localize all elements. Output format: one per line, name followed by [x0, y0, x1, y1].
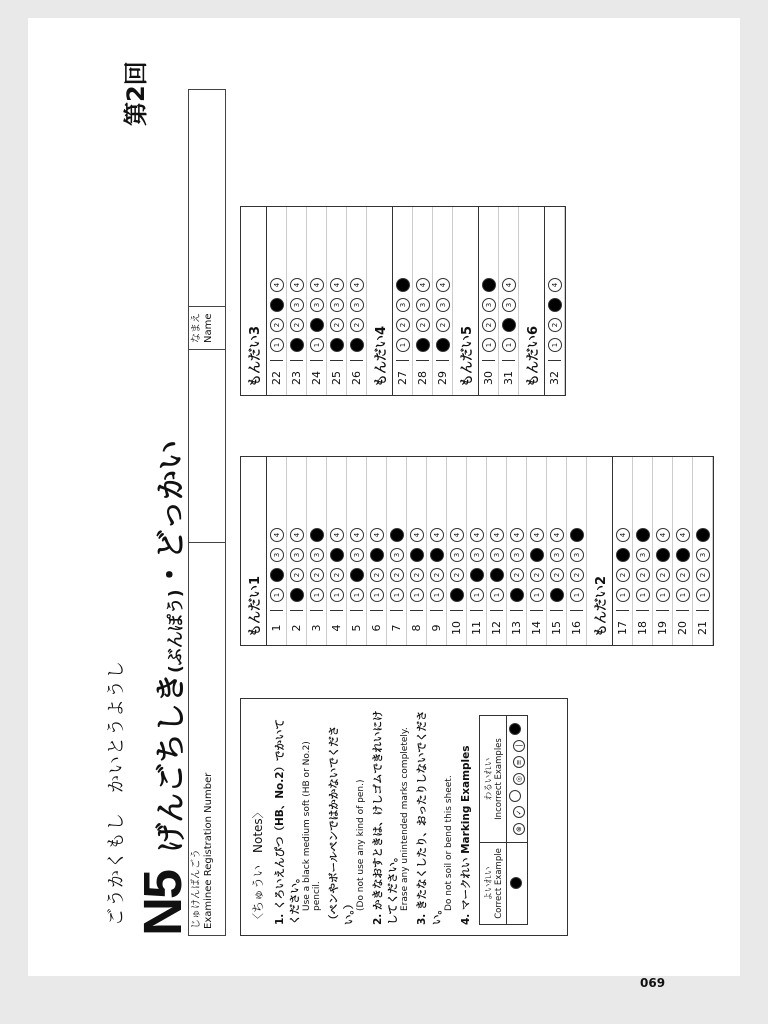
sheet-subtitle: ごうかくもし かいとうようし [106, 660, 127, 926]
answer-bubble-4[interactable]: 4 [490, 528, 504, 542]
answer-bubble-2[interactable]: 2 [290, 318, 304, 332]
question-number: 24 [310, 360, 323, 395]
question-number: 19 [656, 610, 669, 645]
answer-bubble-4[interactable]: 4 [470, 528, 484, 542]
question-number: 29 [436, 360, 449, 395]
answer-options [616, 528, 630, 610]
empty-bubble-icon [509, 790, 521, 802]
answer-bubble-4[interactable]: 4 [502, 278, 516, 292]
answer-bubble-1[interactable]: 1 [510, 588, 524, 602]
answer-options [502, 278, 516, 360]
question-number: 13 [510, 610, 523, 645]
answer-row [547, 457, 567, 645]
answer-bubble-3[interactable]: 3 [350, 298, 364, 312]
answer-options [548, 278, 562, 360]
answer-row [487, 457, 507, 645]
answer-bubble-2[interactable]: 2 [570, 568, 584, 582]
answer-bubble-2[interactable]: 2 [416, 318, 430, 332]
answer-bubble-1[interactable]: 1 [390, 588, 404, 602]
correct-example-header [480, 842, 507, 924]
answer-options [330, 278, 344, 360]
answer-bubble-2[interactable]: 2 [310, 568, 324, 582]
answer-row [427, 457, 447, 645]
answer-bubble-4[interactable]: 4 [636, 528, 650, 542]
answer-bubble-2[interactable]: 2 [530, 568, 544, 582]
answer-bubble-1[interactable]: 1 [396, 338, 410, 352]
scribble-bubble-icon: ≡ [513, 756, 525, 768]
answer-bubble-3[interactable]: 3 [430, 548, 444, 562]
answer-options [350, 278, 364, 360]
correct-label-en: Correct Example [494, 848, 504, 919]
note-en: Erase any unintended marks completely. [400, 727, 410, 911]
note-jp: 2. かきなおすときは、けしゴムできれいにけしてください。 [372, 710, 399, 925]
title-paren: (ぶんぽう) [166, 589, 186, 673]
answer-bubble-2[interactable]: 2 [370, 568, 384, 582]
answer-bubble-3[interactable]: 3 [396, 298, 410, 312]
answer-bubble-1[interactable]: 1 [370, 588, 384, 602]
note-jp: 4. マークれい Marking Examples [460, 745, 472, 925]
answer-bubble-1[interactable]: 1 [290, 588, 304, 602]
registration-label-en: Examinee Registration Number [203, 772, 214, 929]
note-jp: 1. くろいえんぴつ（HB、No.2）でかいてください。 [274, 718, 301, 925]
answer-bubble-3[interactable]: 3 [530, 548, 544, 562]
answer-row [347, 457, 367, 645]
answer-column [240, 206, 566, 396]
answer-options [696, 528, 710, 610]
question-number: 25 [330, 360, 343, 395]
question-number: 2 [290, 610, 303, 645]
answer-bubble-1[interactable]: 1 [550, 588, 564, 602]
answer-bubble-1[interactable]: 1 [430, 588, 444, 602]
question-number: 10 [450, 610, 463, 645]
answer-bubble-1[interactable]: 1 [436, 338, 450, 352]
answer-bubble-4[interactable]: 4 [350, 278, 364, 292]
answer-options [490, 528, 504, 610]
answer-bubble-3[interactable]: 3 [450, 548, 464, 562]
question-number: 30 [482, 360, 495, 395]
answer-options [330, 528, 344, 610]
answer-bubble-2[interactable]: 2 [656, 568, 670, 582]
answer-row [673, 457, 693, 645]
answer-bubble-3[interactable]: 3 [570, 548, 584, 562]
question-number: 32 [548, 360, 561, 395]
question-number: 1 [270, 610, 283, 645]
answer-row [327, 207, 347, 395]
answer-row [613, 457, 633, 645]
answer-bubble-3[interactable]: 3 [310, 548, 324, 562]
answer-row [447, 457, 467, 645]
answer-bubble-4[interactable]: 4 [370, 528, 384, 542]
answer-bubble-3[interactable]: 3 [410, 548, 424, 562]
note-item [370, 709, 410, 925]
answer-bubble-4[interactable]: 4 [410, 528, 424, 542]
answer-row [479, 207, 499, 395]
correct-label-jp: よいれい [484, 866, 494, 901]
section-title: もんだい6 [519, 207, 545, 395]
answer-bubble-2[interactable]: 2 [330, 568, 344, 582]
answer-bubble-4[interactable]: 4 [310, 528, 324, 542]
answer-row [367, 457, 387, 645]
question-number: 9 [430, 610, 443, 645]
answer-options [310, 278, 324, 360]
answer-bubble-1[interactable]: 1 [470, 588, 484, 602]
answer-bubble-2[interactable]: 2 [510, 568, 524, 582]
answer-row [507, 457, 527, 645]
answer-bubble-3[interactable]: 3 [330, 548, 344, 562]
name-label-cell [189, 306, 225, 349]
answer-row [693, 457, 713, 645]
answer-row [307, 457, 327, 645]
question-number: 3 [310, 610, 323, 645]
answer-bubble-4[interactable]: 4 [676, 528, 690, 542]
answer-bubble-4[interactable]: 4 [290, 528, 304, 542]
answer-bubble-1[interactable]: 1 [482, 338, 496, 352]
answer-row [347, 207, 367, 395]
answer-options [370, 528, 384, 610]
answer-bubble-3[interactable]: 3 [656, 548, 670, 562]
answer-bubble-4[interactable]: 4 [270, 278, 284, 292]
answer-row [433, 207, 453, 395]
answer-row [467, 457, 487, 645]
question-number: 31 [502, 360, 515, 395]
answer-bubble-3[interactable]: 3 [548, 298, 562, 312]
answer-bubble-4[interactable]: 4 [570, 528, 584, 542]
question-number: 22 [270, 360, 283, 395]
question-number: 20 [676, 610, 689, 645]
answer-bubble-2[interactable]: 2 [396, 318, 410, 332]
note-jp: （ペンやボールペンではかかないでください。） [328, 725, 355, 925]
answer-bubble-2[interactable]: 2 [270, 568, 284, 582]
level-label: N5 [133, 870, 193, 936]
answer-bubble-1[interactable]: 1 [490, 588, 504, 602]
answer-row [567, 457, 587, 645]
answer-bubble-3[interactable]: 3 [510, 548, 524, 562]
answer-bubble-3[interactable]: 3 [290, 548, 304, 562]
answer-bubble-2[interactable]: 2 [270, 318, 284, 332]
answer-options [676, 528, 690, 610]
answer-row [327, 457, 347, 645]
answer-bubble-2[interactable]: 2 [696, 568, 710, 582]
correct-example-marks [507, 842, 528, 924]
question-number: 7 [390, 610, 403, 645]
answer-bubble-1[interactable]: 1 [330, 588, 344, 602]
partial-filled-bubble-icon [509, 723, 521, 735]
answer-row [393, 207, 413, 395]
question-number: 17 [616, 610, 629, 645]
notes-box [240, 698, 568, 936]
registration-number-field[interactable] [189, 542, 225, 935]
answer-options [396, 278, 410, 360]
answer-bubble-4[interactable]: 4 [656, 528, 670, 542]
answer-bubble-2[interactable]: 2 [548, 318, 562, 332]
question-number: 18 [636, 610, 649, 645]
examinee-info-box [188, 89, 226, 936]
answer-bubble-2[interactable]: 2 [430, 568, 444, 582]
answer-bubble-3[interactable]: 3 [696, 548, 710, 562]
answer-bubble-4[interactable]: 4 [396, 278, 410, 292]
title-tail: ・どっかい [154, 440, 189, 590]
answer-options [470, 528, 484, 610]
answer-bubble-4[interactable]: 4 [430, 528, 444, 542]
answer-bubble-1[interactable]: 1 [502, 338, 516, 352]
answer-bubble-2[interactable]: 2 [676, 568, 690, 582]
crossed-bubble-icon: ⊗ [513, 823, 525, 835]
answer-bubble-2[interactable]: 2 [350, 318, 364, 332]
answer-options [450, 528, 464, 610]
answer-row [527, 457, 547, 645]
note-jp: 3. きたなくしたり、おったりしないでください。 [416, 710, 443, 925]
answer-options [350, 528, 364, 610]
answer-bubble-4[interactable]: 4 [350, 528, 364, 542]
incorrect-label-jp: わるいれい [484, 757, 494, 801]
answer-row [267, 457, 287, 645]
question-number: 15 [550, 610, 563, 645]
answer-column [240, 456, 714, 646]
title-main: げんごちしき [154, 672, 189, 853]
answer-row [413, 207, 433, 395]
registration-number-extra[interactable] [189, 349, 225, 542]
answer-bubble-2[interactable]: 2 [436, 318, 450, 332]
answer-options [270, 528, 284, 610]
answer-bubble-3[interactable]: 3 [370, 548, 384, 562]
answer-row [307, 207, 327, 395]
section-title: もんだい5 [453, 207, 479, 395]
answer-bubble-4[interactable]: 4 [270, 528, 284, 542]
answer-row [545, 207, 565, 395]
answer-bubble-2[interactable]: 2 [502, 318, 516, 332]
answer-bubble-1[interactable]: 1 [548, 338, 562, 352]
answer-bubble-4[interactable]: 4 [696, 528, 710, 542]
answer-bubble-3[interactable]: 3 [330, 298, 344, 312]
answer-row [287, 457, 307, 645]
answer-bubble-1[interactable]: 1 [450, 588, 464, 602]
answer-row [287, 207, 307, 395]
question-number: 21 [696, 610, 709, 645]
answer-bubble-4[interactable]: 4 [530, 528, 544, 542]
answer-bubble-3[interactable]: 3 [550, 548, 564, 562]
answer-bubble-2[interactable]: 2 [330, 318, 344, 332]
incorrect-label-en: Incorrect Examples [494, 738, 504, 820]
answer-bubble-3[interactable]: 3 [490, 548, 504, 562]
answer-bubble-4[interactable]: 4 [310, 278, 324, 292]
name-label-en: Name [203, 313, 214, 343]
answer-options [510, 528, 524, 610]
answer-bubble-4[interactable]: 4 [330, 278, 344, 292]
answer-row [407, 457, 427, 645]
answer-options [436, 278, 450, 360]
session-label: 第2回 [122, 61, 150, 126]
answer-bubble-4[interactable]: 4 [548, 278, 562, 292]
answer-bubble-1[interactable]: 1 [350, 588, 364, 602]
answer-options [430, 528, 444, 610]
check-bubble-icon: ✓ [513, 806, 525, 818]
section-title: もんだい1 [241, 457, 267, 645]
answer-row [267, 207, 287, 395]
filled-bubble-icon [510, 877, 522, 889]
answer-bubble-2[interactable]: 2 [470, 568, 484, 582]
answer-bubble-1[interactable]: 1 [310, 338, 324, 352]
incorrect-example-header [480, 716, 507, 843]
answer-bubble-2[interactable]: 2 [490, 568, 504, 582]
answer-bubble-4[interactable]: 4 [436, 278, 450, 292]
marking-examples-table [479, 715, 528, 925]
answer-bubble-3[interactable]: 3 [636, 548, 650, 562]
page-number: 069 [640, 976, 666, 990]
answer-bubble-2[interactable]: 2 [310, 318, 324, 332]
answer-options [410, 528, 424, 610]
answer-options [270, 278, 284, 360]
answer-sheet [28, 18, 740, 976]
section-title: もんだい4 [367, 207, 393, 395]
registration-label-jp: じゅけんばんごう [191, 849, 202, 929]
answer-bubble-2[interactable]: 2 [350, 568, 364, 582]
answer-bubble-3[interactable]: 3 [350, 548, 364, 562]
question-number: 4 [330, 610, 343, 645]
note-item [458, 709, 473, 925]
answer-options [290, 528, 304, 610]
answer-bubble-4[interactable]: 4 [290, 278, 304, 292]
question-number: 23 [290, 360, 303, 395]
answer-row [499, 207, 519, 395]
answer-row [653, 457, 673, 645]
answer-bubble-1[interactable]: 1 [616, 588, 630, 602]
double-circle-bubble-icon: ◎ [513, 773, 525, 785]
answer-bubble-3[interactable]: 3 [616, 548, 630, 562]
answer-bubble-1[interactable]: 1 [416, 338, 430, 352]
question-number: 28 [416, 360, 429, 395]
line-bubble-icon: | [513, 740, 525, 752]
answer-bubble-3[interactable]: 3 [436, 298, 450, 312]
notes-heading: 〈ちゅうい Notes〉 [251, 806, 265, 925]
section-title: もんだい3 [241, 207, 267, 395]
note-item [414, 709, 454, 925]
note-en: (Do not use any kind of pen.) [356, 779, 366, 911]
answer-options [290, 278, 304, 360]
answer-bubble-4[interactable]: 4 [482, 278, 496, 292]
answer-options [570, 528, 584, 610]
answer-bubble-3[interactable]: 3 [310, 298, 324, 312]
answer-bubble-3[interactable]: 3 [290, 298, 304, 312]
answer-options [636, 528, 650, 610]
answer-bubble-3[interactable]: 3 [482, 298, 496, 312]
answer-bubble-4[interactable]: 4 [450, 528, 464, 542]
answer-bubble-1[interactable]: 1 [570, 588, 584, 602]
answer-bubble-3[interactable]: 3 [416, 298, 430, 312]
answer-bubble-1[interactable]: 1 [676, 588, 690, 602]
answer-bubble-4[interactable]: 4 [550, 528, 564, 542]
answer-options [482, 278, 496, 360]
answer-row [387, 457, 407, 645]
answer-bubble-3[interactable]: 3 [502, 298, 516, 312]
answer-bubble-1[interactable]: 1 [270, 338, 284, 352]
answer-bubble-4[interactable]: 4 [390, 528, 404, 542]
title-row [132, 440, 194, 936]
answer-bubble-1[interactable]: 1 [310, 588, 324, 602]
answer-bubble-3[interactable]: 3 [390, 548, 404, 562]
answer-bubble-2[interactable]: 2 [482, 318, 496, 332]
question-number: 6 [370, 610, 383, 645]
answer-bubble-2[interactable]: 2 [450, 568, 464, 582]
question-number: 12 [490, 610, 503, 645]
answer-options [310, 528, 324, 610]
answer-sheet-content [28, 18, 740, 976]
answer-bubble-2[interactable]: 2 [616, 568, 630, 582]
name-label-jp: なまえ [191, 313, 202, 343]
answer-options [416, 278, 430, 360]
answer-bubble-3[interactable]: 3 [270, 298, 284, 312]
answer-row [633, 457, 653, 645]
question-number: 11 [470, 610, 483, 645]
incorrect-example-marks [507, 716, 528, 843]
answer-bubble-1[interactable]: 1 [636, 588, 650, 602]
note-item [326, 709, 366, 925]
answer-bubble-2[interactable]: 2 [410, 568, 424, 582]
answer-bubble-1[interactable]: 1 [656, 588, 670, 602]
question-number: 8 [410, 610, 423, 645]
section-title: もんだい2 [587, 457, 613, 645]
question-number: 26 [350, 360, 363, 395]
answer-options [530, 528, 544, 610]
answer-bubble-1[interactable]: 1 [330, 338, 344, 352]
answer-bubble-1[interactable]: 1 [270, 588, 284, 602]
answer-bubble-4[interactable]: 4 [510, 528, 524, 542]
sheet-title [146, 440, 190, 853]
question-number: 5 [350, 610, 363, 645]
answer-options [656, 528, 670, 610]
answer-bubble-1[interactable]: 1 [410, 588, 424, 602]
answer-bubble-2[interactable]: 2 [550, 568, 564, 582]
answer-bubble-2[interactable]: 2 [636, 568, 650, 582]
note-en: Do not soil or bend this sheet. [444, 775, 454, 911]
answer-bubble-1[interactable]: 1 [290, 338, 304, 352]
answer-options [390, 528, 404, 610]
answer-bubble-3[interactable]: 3 [676, 548, 690, 562]
answer-bubble-4[interactable]: 4 [416, 278, 430, 292]
answer-bubble-3[interactable]: 3 [270, 548, 284, 562]
question-number: 16 [570, 610, 583, 645]
answer-bubble-1[interactable]: 1 [696, 588, 710, 602]
answer-bubble-2[interactable]: 2 [290, 568, 304, 582]
answer-options [550, 528, 564, 610]
answer-bubble-4[interactable]: 4 [616, 528, 630, 542]
question-number: 27 [396, 360, 409, 395]
answer-bubble-1[interactable]: 1 [350, 338, 364, 352]
answer-bubble-1[interactable]: 1 [530, 588, 544, 602]
answer-bubble-3[interactable]: 3 [470, 548, 484, 562]
answer-bubble-4[interactable]: 4 [330, 528, 344, 542]
question-number: 14 [530, 610, 543, 645]
answer-bubble-2[interactable]: 2 [390, 568, 404, 582]
name-field[interactable] [189, 90, 225, 306]
note-en: Use a black medium soft (HB or No.2) pencil. [302, 741, 322, 911]
note-item [272, 709, 322, 925]
